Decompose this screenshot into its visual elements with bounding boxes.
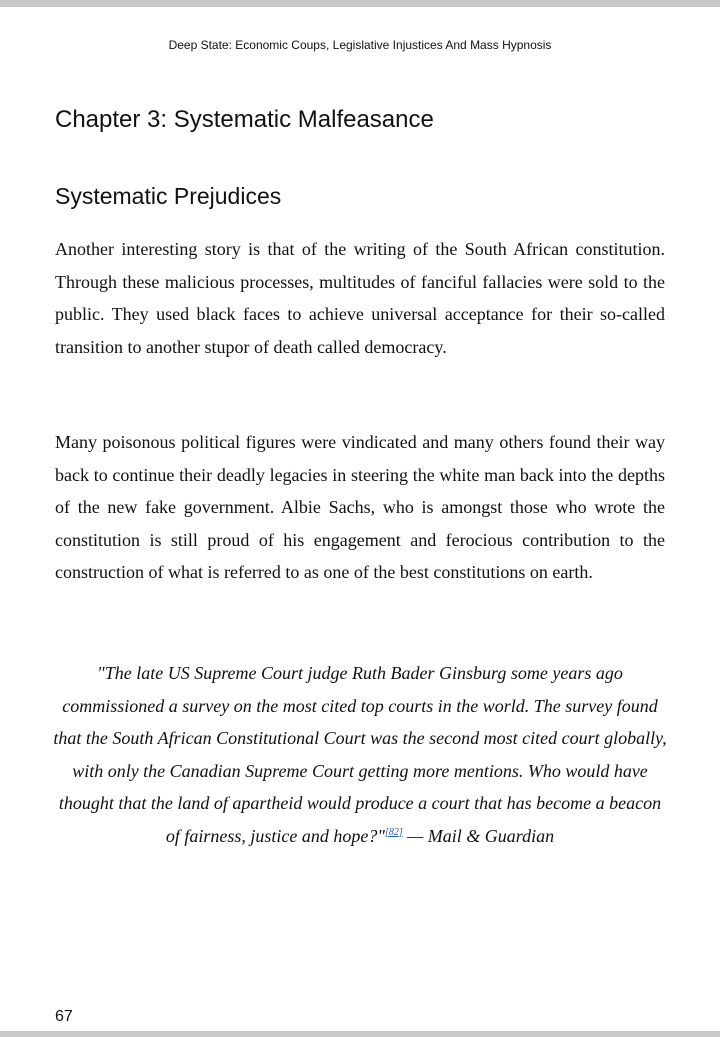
quote-attribution: — Mail & Guardian [402,825,555,846]
quote-text: "The late US Supreme Court judge Ruth Bader Ginsburg some years ago commissioned a survey on the most cited top courts in the world. The survey found that the South African Constitutional Court was the second most cited court globally, with only the Canadian Supreme Court getting more mentions. Who would have thought that the land of apartheid would produce a court that has become a beacon of fairness, justice and hope?" [53,663,667,846]
body-paragraph: Another interesting story is that of the writing of the South African constitution. Through these malicious processes, multitudes of fanciful fallacies were sold to the public. They used black faces to achieve universal acceptance for their so-called transition to another stupor of death called democracy. [55,239,665,357]
running-header: Deep State: Economic Coups, Legislative Injustices And Mass Hypnosis [168,38,552,52]
page-number: 67 [55,1008,73,1025]
block-quote [50,657,670,852]
section-title: Systematic Prejudices [55,183,282,209]
body-paragraph: Many poisonous political figures were vindicated and many others found their way back to continue their deadly legacies in steering the white man back into the depths of the new fake government. Albie Sachs, who is amongst those who wrote the constitution is still proud of his engagement and ferocious contribution to the construction of what is referred to as one of the best constitutions on earth. [55,432,665,582]
top-border [0,0,720,7]
footnote-link[interactable]: [82] [384,826,403,838]
chapter-title: Chapter 3: Systematic Malfeasance [55,106,434,133]
bottom-border [0,1031,720,1037]
